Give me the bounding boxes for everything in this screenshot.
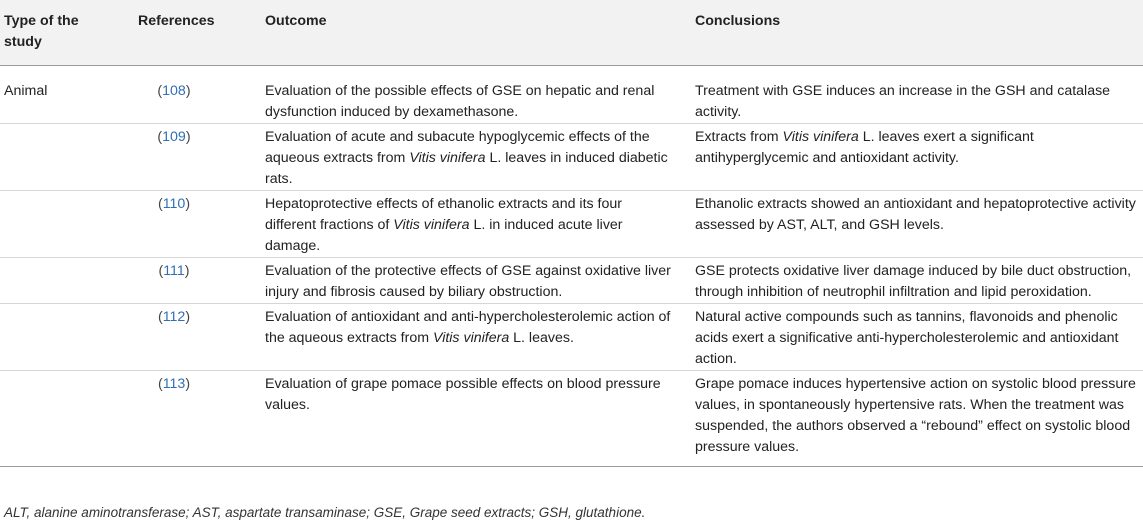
species-name: Vitis vinifera [393,217,470,233]
cell-outcome [260,66,690,124]
table-row [0,66,1143,124]
conclusion-text: GSE protects oxidative liver damage induced by bile duct obstruction, through inhibition of neutrophil infiltration and lipid peroxidation. [695,263,1132,300]
cell-conclusion [690,371,1143,467]
header-conclusions: Conclusions [690,0,1143,66]
outcome-text: Evaluation of the possible effects of GSE on hepatic and renal dysfunction induced by dexamethasone. [265,83,655,120]
paren-close: ) [184,263,190,279]
conclusion-text: Grape pomace induces hypertensive action on systolic blood pressure values, in spontaneously hypertensive rats. When the treatment was suspended, the authors observed a “rebound” effect on systolic blood pressure values. [695,376,1136,455]
paren-open: ( [158,263,164,279]
reference-link[interactable]: 111 [163,263,185,279]
paren-close: ) [185,309,191,325]
outcome-text: L. in induced acute liver damage. [265,217,623,254]
table-header [0,0,1143,66]
cell-reference [120,66,260,124]
cell-conclusion [690,258,1143,304]
paren-open: ( [157,129,163,145]
outcome-text: Evaluation of the protective effects of GSE against oxidative liver injury and fibrosis caused by biliary obstruction. [265,263,671,300]
outcome-text: Evaluation of antioxidant and anti-hypercholesterolemic action of the aqueous extracts from [265,309,671,346]
paren-open: ( [157,196,163,212]
table-row [0,191,1143,258]
outcome-text: Hepatoprotective effects of ethanolic extracts and its four different fractions of [265,196,622,233]
rule-cell [120,466,260,467]
cell-reference [120,258,260,304]
table-body [0,66,1143,467]
conclusion-text: Ethanolic extracts showed an antioxidant and hepatoprotective activity assessed by AST, ALT, and GSH levels. [695,196,1136,233]
table-footnote: ALT, alanine aminotransferase; AST, aspartate transaminase; GSE, Grape seed extracts; GSH, glutathione. [4,505,646,520]
reference-link[interactable]: 109 [162,129,186,145]
reference-link[interactable]: 108 [162,83,186,99]
cell-reference [120,304,260,371]
species-name: Vitis vinifera [782,129,859,145]
cell-conclusion [690,191,1143,258]
paren-open: ( [157,309,163,325]
header-type-of-study: Type of the study [0,0,120,66]
conclusion-text: Extracts from [695,129,783,145]
cell-study-type [0,66,120,124]
table-bottom-rule [0,466,1143,467]
conclusion-text: Treatment with GSE induces an increase in the GSH and catalase activity. [695,83,1111,120]
reference-link[interactable]: 113 [162,376,186,392]
header-outcome: Outcome [260,0,690,66]
species-name: Vitis vinifera [432,330,510,346]
table-row [0,304,1143,371]
species-name: Vitis vinifera [409,150,486,166]
conclusion-text: L. leaves exert a significant antihyperglycemic and antioxidant activity. [695,129,1034,166]
cell-study-type [0,191,120,258]
cell-conclusion [690,304,1143,371]
cell-conclusion [690,66,1143,124]
cell-reference [120,191,260,258]
conclusion-text: Natural active compounds such as tannins, flavonoids and phenolic acids exert a significative anti-hypercholesterolemic and antioxidant action. [695,309,1119,367]
table-row [0,124,1143,191]
reference-link[interactable]: 112 [162,309,186,325]
rule-cell [0,466,120,467]
cell-outcome [260,371,690,467]
cell-outcome [260,258,690,304]
outcome-text: L. leaves. [509,330,574,346]
paren-close: ) [185,129,191,145]
paren-open: ( [157,83,163,99]
paren-open: ( [157,376,163,392]
cell-conclusion [690,124,1143,191]
cell-outcome [260,191,690,258]
header-row [0,0,1143,66]
paren-close: ) [185,83,191,99]
cell-outcome [260,304,690,371]
rule-cell [690,466,1143,467]
table-row [0,371,1143,467]
cell-study-type [0,258,120,304]
rule-cell [260,466,690,467]
outcome-text: Evaluation of acute and subacute hypoglycemic effects of the aqueous extracts from [265,129,650,166]
cell-reference [120,124,260,191]
reference-link[interactable]: 110 [162,196,186,212]
outcome-text: Evaluation of grape pomace possible effects on blood pressure values. [265,376,661,413]
cell-reference [120,371,260,467]
header-references: References [120,0,260,66]
paren-close: ) [185,196,191,212]
table-row [0,258,1143,304]
cell-outcome [260,124,690,191]
cell-study-type [0,304,120,371]
study-type-label: Animal [4,83,48,99]
cell-study-type [0,371,120,467]
paren-close: ) [185,376,191,392]
cell-study-type [0,124,120,191]
outcome-text: L. leaves in induced diabetic rats. [265,150,668,187]
